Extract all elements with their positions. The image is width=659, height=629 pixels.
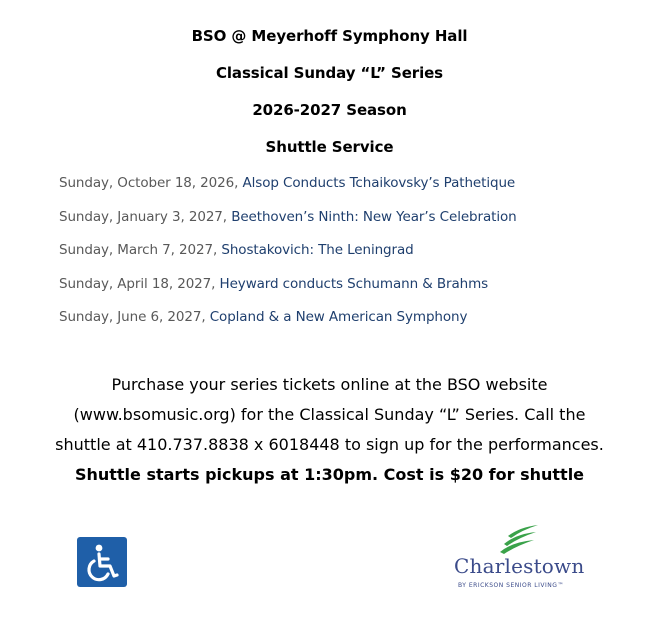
purchase-text: Purchase your series tickets online at the BSO website (www.bsomusic.org) for the Classical Sunday “L” Series. Call the shuttle at 410.737.8838 x 6018448 to sign up for the performances. bbox=[55, 375, 604, 454]
event-date: Sunday, June 6, 2027, bbox=[59, 309, 210, 325]
event-item bbox=[59, 207, 649, 227]
service-heading: Shuttle Service bbox=[265, 138, 394, 156]
event-date: Sunday, January 3, 2027, bbox=[59, 208, 232, 225]
charlestown-leaves-icon bbox=[498, 524, 538, 554]
event-date: Sunday, October 18, 2026, bbox=[59, 175, 243, 191]
logo-name: Charlestown bbox=[454, 554, 585, 578]
season-heading: 2026-2027 Season bbox=[252, 101, 407, 119]
header bbox=[0, 26, 659, 174]
series-heading: Classical Sunday “L” Series bbox=[215, 64, 444, 82]
event-title: Alsop Conducts Tchaikovsky’s Pathetique bbox=[242, 175, 516, 191]
event-item bbox=[59, 173, 649, 193]
event-item bbox=[59, 274, 649, 294]
venue-heading: BSO @ Meyerhoff Symphony Hall bbox=[191, 27, 468, 45]
purchase-info bbox=[50, 370, 609, 490]
shuttle-pickup-cost: Shuttle starts pickups at 1:30pm. Cost is $20 for shuttle bbox=[74, 465, 585, 484]
event-date: Sunday, March 7, 2027, bbox=[59, 242, 222, 258]
event-title: Heyward conducts Schumann & Brahms bbox=[219, 275, 489, 292]
wheelchair-icon bbox=[77, 537, 127, 587]
event-item bbox=[59, 307, 649, 327]
logo-tagline: BY ERICKSON SENIOR LIVING™ bbox=[458, 582, 564, 589]
event-item bbox=[59, 240, 649, 260]
event-title: Shostakovich: The Leningrad bbox=[221, 242, 414, 258]
event-title: Beethoven’s Ninth: New Year’s Celebration bbox=[231, 208, 517, 225]
event-list bbox=[59, 173, 649, 341]
event-title: Copland & a New American Symphony bbox=[209, 309, 468, 325]
event-date: Sunday, April 18, 2027, bbox=[59, 275, 220, 292]
charlestown-logo bbox=[452, 524, 602, 594]
